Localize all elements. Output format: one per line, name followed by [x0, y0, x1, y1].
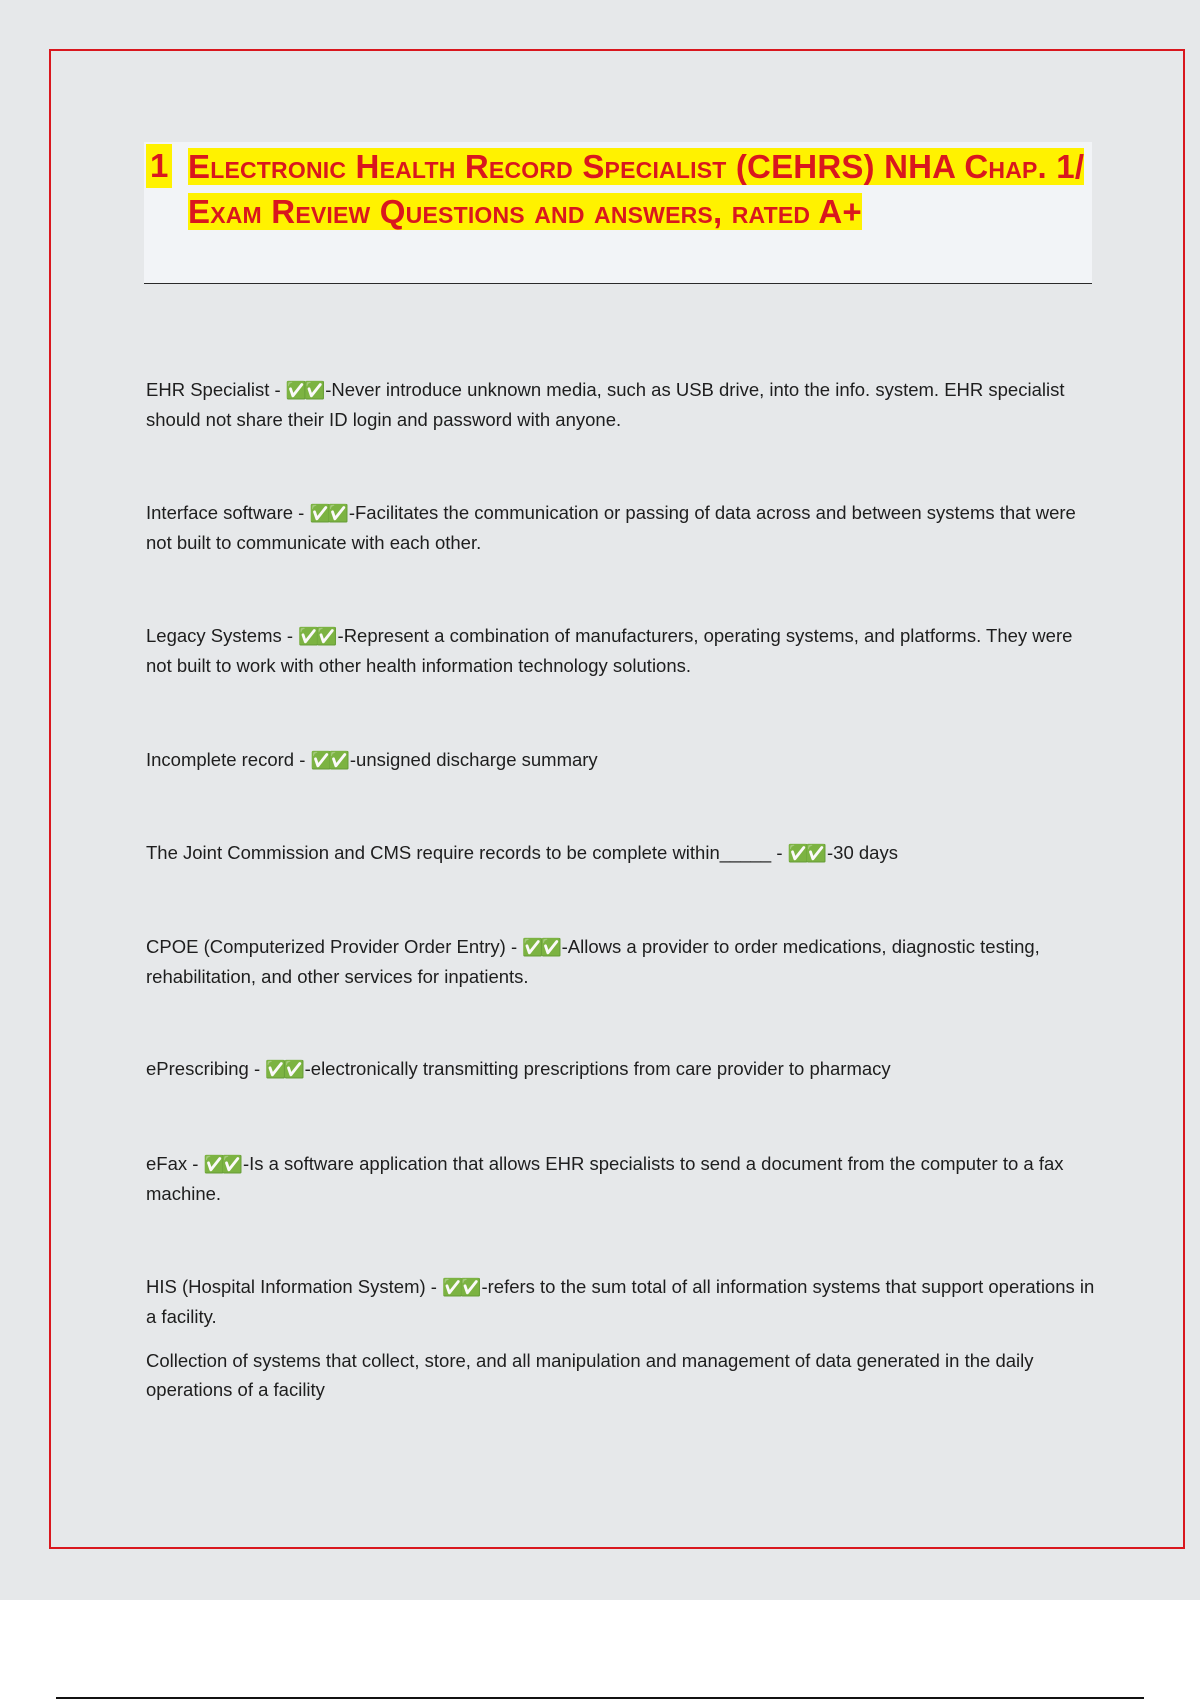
qa-term: Legacy Systems [146, 625, 282, 646]
qa-answer: -Facilitates the communication or passing of data across and between systems that were not built to communicate with each other. [146, 502, 1076, 553]
qa-item [146, 621, 1096, 680]
qa-term: Incomplete record [146, 749, 295, 770]
qa-answer: -Never introduce unknown media, such as USB drive, into the info. system. EHR specialist should not share their ID login and password with anyone. [146, 379, 1065, 430]
qa-separator: - [269, 379, 286, 400]
qa-answer: -unsigned discharge summary [349, 749, 598, 770]
double-check-icon: ✅✅ [522, 938, 559, 957]
qa-answer: -Is a software application that allows EHR specialists to send a document from the computer to a fax machine. [146, 1153, 1064, 1204]
double-check-icon: ✅✅ [787, 844, 824, 863]
qa-term: CPOE (Computerized Provider Order Entry) [146, 936, 506, 957]
qa-term: EHR Specialist [146, 379, 270, 400]
qa-answer: -30 days [827, 842, 898, 863]
double-check-icon: ✅✅ [298, 627, 335, 646]
qa-separator: - [187, 1153, 204, 1174]
qa-item [146, 932, 1096, 991]
qa-separator: - [425, 1276, 443, 1297]
qa-separator: - [248, 1058, 266, 1079]
qa-item [146, 838, 1096, 868]
double-check-icon: ✅✅ [285, 381, 323, 400]
qa-separator: - [505, 936, 523, 957]
double-check-icon: ✅✅ [442, 1278, 479, 1297]
extra-paragraph: Collection of systems that collect, store, and all manipulation and management of data generated in the daily operations of a facility [146, 1350, 1034, 1400]
qa-term: The Joint Commission and CMS require records to be complete within_____ [146, 842, 772, 863]
double-check-icon: ✅✅ [310, 751, 347, 770]
qa-answer: -refers to the sum total of all information systems that support operations in a facility. [146, 1276, 1095, 1327]
qa-term: ePrescribing [146, 1058, 249, 1079]
document-title-block [144, 142, 1092, 284]
qa-answer: -electronically transmitting prescriptions from care provider to pharmacy [304, 1058, 891, 1079]
qa-item [146, 745, 1096, 775]
qa-separator: - [771, 842, 788, 863]
double-check-icon: ✅✅ [203, 1155, 240, 1174]
double-check-icon: ✅✅ [309, 504, 346, 523]
qa-item [146, 1149, 1096, 1208]
qa-item [146, 375, 1096, 434]
qa-separator: - [293, 502, 310, 523]
qa-term: HIS (Hospital Information System) [146, 1276, 426, 1297]
qa-item [146, 1054, 1096, 1084]
qa-separator: - [281, 625, 299, 646]
heading-number: 1 [146, 144, 172, 188]
qa-item [146, 1272, 1096, 1331]
qa-term: eFax [146, 1153, 188, 1174]
bottom-rule [56, 1697, 1144, 1699]
qa-answer: -Allows a provider to order medications, diagnostic testing, rehabilitation, and other services for inpatients. [146, 936, 1040, 987]
qa-item [146, 498, 1096, 557]
document-title-text: Electronic Health Record Specialist (CEHRS) NHA Chap. 1/ Exam Review Questions and answers, rated A+ [188, 148, 1085, 230]
qa-answer: -Represent a combination of manufacturers, operating systems, and platforms. They were not built to work with other health information technology solutions. [146, 625, 1073, 676]
double-check-icon: ✅✅ [265, 1060, 302, 1079]
qa-term: Interface software [146, 502, 294, 523]
document-title [188, 144, 1092, 234]
qa-separator: - [294, 749, 311, 770]
